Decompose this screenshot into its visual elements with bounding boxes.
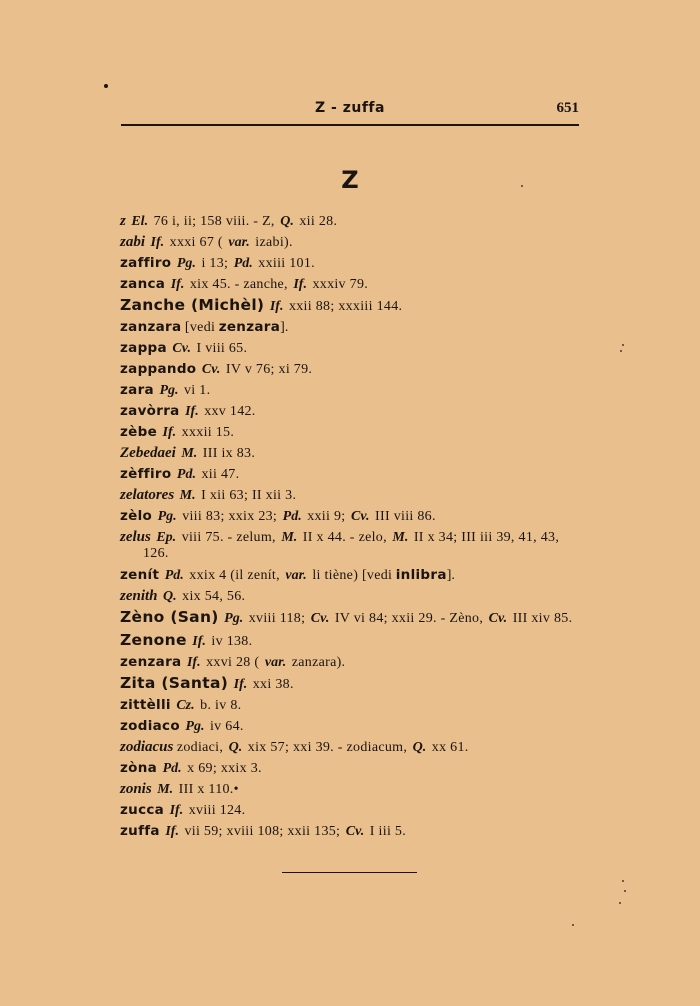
list-item (120, 716, 582, 737)
entry-headword: zanzara (120, 319, 182, 335)
list-item (120, 609, 582, 627)
list-item (120, 673, 582, 695)
entry-headword: zelatores (120, 487, 175, 503)
work-abbreviation: Pg. (185, 719, 205, 734)
work-abbreviation: Cv. (488, 611, 508, 626)
work-abbreviation: Pg. (176, 256, 196, 271)
entry-reference: IV v 76; xi 79. (225, 362, 313, 377)
work-abbreviation: If. (233, 677, 248, 692)
entry-reference: iv 138. (211, 634, 253, 649)
entry-reference: xii 28. (299, 214, 338, 229)
entry-reference: I viii 65. (196, 341, 248, 356)
entry-reference: I iii 5. (369, 824, 407, 839)
list-item (120, 800, 582, 821)
work-abbreviation: If. (165, 824, 179, 839)
entry-reference: b. iv 8. (200, 698, 242, 713)
entry-reference: xix 54, 56. (182, 589, 246, 604)
entry-reference: xviii 124. (188, 803, 246, 818)
entry-headword: zenith (120, 588, 158, 604)
work-abbreviation: Q. (412, 740, 427, 755)
entry-headword: Zenone (120, 631, 187, 649)
entry-punctuation: ]. (446, 568, 455, 583)
running-head: Z - zuffa (315, 100, 385, 116)
work-abbreviation: Cv. (345, 824, 365, 839)
work-abbreviation: Pg. (157, 509, 177, 524)
list-item (120, 695, 582, 716)
list-item (120, 630, 582, 652)
list-item (120, 586, 582, 607)
list-item (120, 758, 582, 779)
entry-headword: zèlo (120, 508, 153, 524)
work-abbreviation: M. (157, 782, 174, 797)
list-item (120, 506, 582, 527)
work-abbreviation: El. (131, 214, 149, 229)
entry-reference: xxiii 101. (258, 256, 315, 271)
entry-reference: viii 75. - zelum, (181, 530, 276, 545)
list-item (120, 779, 582, 800)
scan-speck (619, 902, 621, 904)
work-abbreviation: Pd. (162, 761, 182, 776)
entry-reference: [vedi (184, 320, 216, 335)
entry-headword: zòna (120, 760, 158, 776)
page-number: 651 (556, 100, 579, 116)
work-abbreviation: Pg. (224, 611, 244, 626)
entry-reference: xxv 142. (204, 404, 256, 419)
list-item (120, 295, 582, 317)
list-item (120, 380, 582, 401)
work-abbreviation: If. (269, 299, 284, 314)
work-abbreviation: If. (293, 277, 307, 292)
work-abbreviation: Cv. (310, 611, 330, 626)
entry-reference: xx 61. (431, 740, 469, 755)
entry-reference: xix 45. - zanche, (189, 277, 288, 292)
work-abbreviation: Q. (280, 214, 294, 229)
entry-headword: zuffa (120, 823, 160, 839)
work-abbreviation: M. (179, 488, 196, 503)
list-item (120, 274, 582, 295)
list-item (120, 338, 582, 359)
list-item (120, 565, 582, 586)
margin-dot (104, 84, 108, 88)
entry-reference: x 69; xxix 3. (187, 761, 262, 776)
entry-reference: IV vi 84; xxii 29. - Zèno, (334, 611, 484, 626)
entry-reference: i 13; (201, 256, 229, 271)
work-abbreviation: Pd. (164, 568, 184, 583)
cross-reference-headword: zenzara (218, 319, 281, 335)
list-item (120, 401, 582, 422)
list-item (120, 232, 582, 253)
entry-reference: I xii 63; II xii 3. (201, 488, 297, 503)
entry-headword: zodiacus (120, 739, 174, 755)
work-abbreviation: If. (185, 404, 199, 419)
entry-reference: xviii 118; (248, 611, 306, 626)
work-abbreviation: Pd. (233, 256, 253, 271)
list-item (120, 253, 582, 274)
work-abbreviation: Cv. (201, 362, 221, 377)
entry-headword: zara (120, 382, 154, 398)
entry-reference: xxxii 15. (181, 425, 235, 440)
work-abbreviation: Pg. (159, 383, 179, 398)
work-abbreviation: If. (186, 655, 201, 670)
list-item (120, 359, 582, 380)
entry-reference: zanzara). (291, 655, 346, 670)
entry-reference: viii 83; xxix 23; (182, 509, 278, 524)
work-abbreviation: If. (150, 235, 165, 250)
entry-headword: Zita (Santa) (120, 674, 229, 692)
entry-reference: xxi 38. (252, 677, 294, 692)
entry-reference: zodiaci, (176, 740, 224, 755)
scan-speck (572, 924, 574, 926)
entry-headword: zenzara (120, 654, 182, 670)
cross-reference-headword: inlibra (395, 567, 447, 583)
entry-headword: zavòrra (120, 403, 180, 419)
entry-headword: zèffiro (120, 466, 172, 482)
work-abbreviation: var. (285, 568, 307, 583)
list-item (120, 737, 582, 758)
entry-reference: iv 64. (209, 719, 244, 734)
list-item (120, 317, 582, 338)
entry-headword: z (120, 213, 126, 229)
entry-reference: xii 47. (201, 467, 240, 482)
entry-headword: zittèlli (120, 697, 171, 713)
entry-headword: zappando (120, 361, 197, 377)
entry-list (120, 211, 582, 842)
work-abbreviation: If. (169, 803, 184, 818)
scan-speck (521, 185, 523, 187)
scan-speck (622, 344, 624, 346)
section-letter: Z (341, 166, 359, 194)
work-abbreviation: If. (192, 634, 206, 649)
entry-reference: xxxiv 79. (312, 277, 369, 292)
entry-headword: zucca (120, 802, 165, 818)
entry-reference: vi 1. (184, 383, 211, 398)
entry-headword: Zanche (Michèl) (120, 296, 265, 314)
list-item (120, 529, 582, 562)
entry-reference: III viii 86. (375, 509, 436, 524)
entry-reference: xxix 4 (il zenít, (189, 568, 280, 583)
work-abbreviation: Q. (163, 589, 177, 604)
work-abbreviation: M. (392, 530, 409, 545)
work-abbreviation: var. (264, 655, 287, 670)
entry-punctuation: ]. (280, 320, 289, 335)
scan-speck (622, 880, 624, 882)
work-abbreviation: M. (181, 446, 198, 461)
entry-headword: zabi (120, 234, 146, 250)
work-abbreviation: var. (228, 235, 250, 250)
entry-headword: Zèno (San) (120, 608, 219, 626)
entry-headword: zonis (120, 781, 152, 797)
entry-reference: xxii 88; xxxiii 144. (288, 299, 403, 314)
work-abbreviation: Pd. (282, 509, 302, 524)
work-abbreviation: Cz. (176, 698, 195, 713)
entry-headword: zanca (120, 276, 166, 292)
entry-headword: zèbe (120, 424, 158, 440)
entry-reference: li tiène) [vedi (312, 568, 393, 583)
entry-headword: zappa (120, 340, 167, 356)
page-header (121, 98, 579, 126)
entry-headword: zelus (120, 529, 151, 545)
list-item (120, 422, 582, 443)
entry-reference: 76 i, ii; 158 viii. - Z, (153, 214, 275, 229)
work-abbreviation: Cv. (172, 341, 191, 356)
work-abbreviation: M. (281, 530, 298, 545)
entry-headword: zaffiro (120, 255, 172, 271)
work-abbreviation: If. (162, 425, 177, 440)
entry-headword: zodiaco (120, 718, 180, 734)
entry-reference: III xiv 85. (512, 611, 573, 626)
list-item (120, 464, 582, 485)
list-item (120, 652, 582, 673)
work-abbreviation: Ep. (156, 530, 177, 545)
entry-reference: II x 44. - zelo, (302, 530, 387, 545)
work-abbreviation: If. (170, 277, 185, 292)
list-item (120, 211, 582, 232)
entry-reference: III x 110.• (178, 782, 239, 797)
list-item (120, 443, 582, 464)
list-item (120, 821, 582, 842)
list-item (120, 485, 582, 506)
end-rule (282, 872, 417, 873)
work-abbreviation: Q. (228, 740, 243, 755)
entry-reference: izabi). (255, 235, 293, 250)
entry-reference: xxii 9; (307, 509, 346, 524)
scan-speck (620, 350, 622, 352)
entry-reference: II x 34; III iii 39, 41, 43, 126. (143, 530, 560, 561)
scan-speck (624, 890, 626, 892)
entry-headword: Zebedaei (120, 445, 176, 461)
work-abbreviation: Cv. (350, 509, 370, 524)
entry-reference: xxxi 67 ( (169, 235, 223, 250)
entry-reference: III ix 83. (202, 446, 256, 461)
entry-headword: zenít (120, 567, 160, 583)
entry-reference: vii 59; xviii 108; xxii 135; (184, 824, 341, 839)
work-abbreviation: Pd. (176, 467, 196, 482)
entry-reference: xxvi 28 ( (206, 655, 260, 670)
entry-reference: xix 57; xxi 39. - zodiacum, (247, 740, 408, 755)
